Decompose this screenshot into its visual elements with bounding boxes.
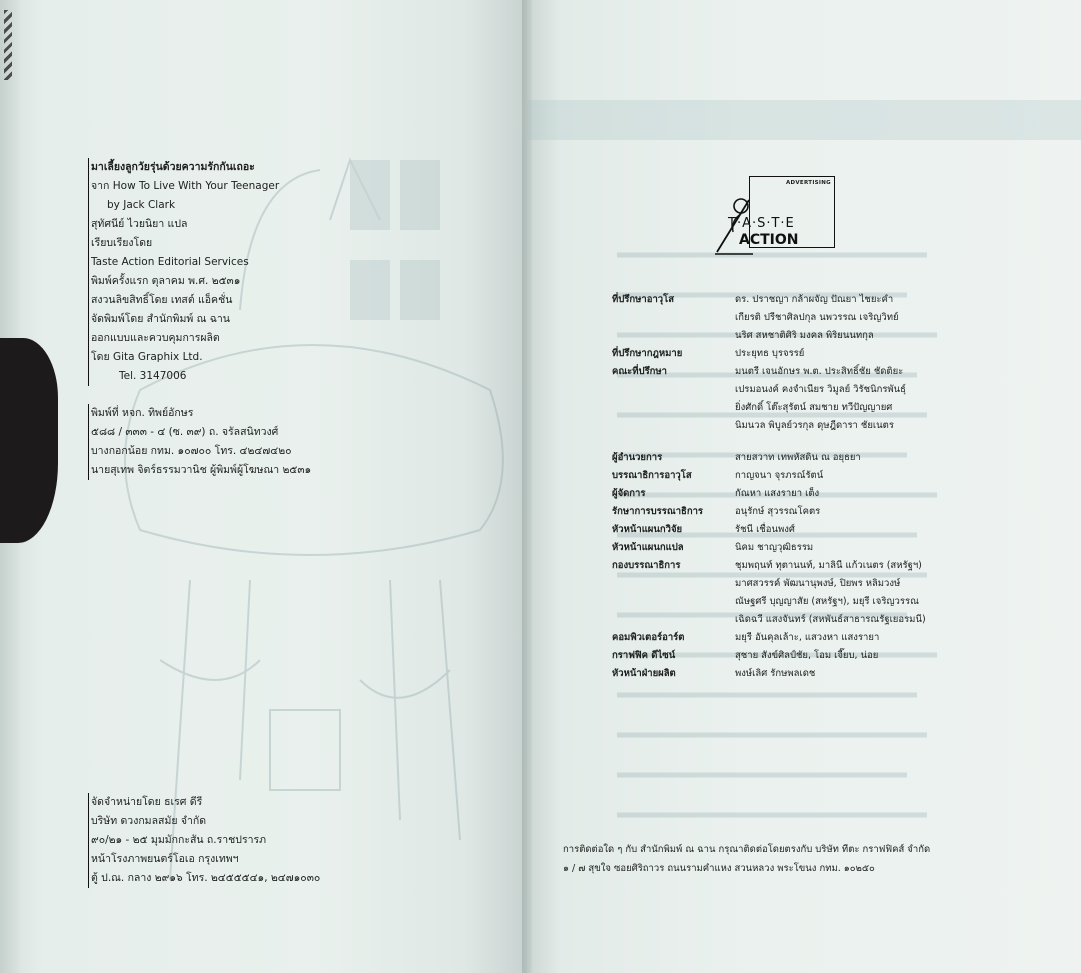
contact-line-2: ๑ / ๗ สุขใจ ซอยศิริถาวร ถนนรามคำแหง สวนหลวง พระโขนง กทม. ๑๐๒๕๐ (563, 863, 875, 874)
credit-row (612, 291, 926, 345)
credit-name-line: เปรมอนงค์ คงจำเนียร วิมูลย์ วิรัชนิกรพันธุ์ (735, 384, 906, 395)
printer-publisher: นายสุเทพ จิตร์ธรรมวานิช ผู้พิมพ์ผู้โฆษณา ๒๕๓๑ (91, 464, 312, 476)
credit-role: กราฟฟิค ดีไซน์ (612, 650, 676, 661)
printer-city-phone: บางกอกน้อย กทม. ๑๐๗๐๐ โทร. ๔๒๔๗๔๒๐ (91, 445, 292, 457)
credit-names (735, 363, 906, 435)
credit-name-line: นิคม ชาญวุฒิธรรม (735, 542, 814, 553)
credit-name-line: นริศ สหชาติศิริ มงคล พิริยนนทกุล (735, 330, 874, 341)
credit-role: ที่ปรึกษากฎหมาย (612, 348, 683, 359)
credit-row (612, 629, 926, 647)
contact-footer (563, 840, 930, 878)
credit-name-line: นิมนวล พิบูลย์วรกุล ดุษฎีดารา ชัยเนตร (735, 420, 894, 431)
design-company: โดย Gita Graphix Ltd. (91, 351, 203, 363)
credit-name-line: ชุมพฤนท์ ทุตานนท์, มาลินี แก้วเนตร (สหรัฐฯ) (735, 560, 922, 571)
staff-credits (612, 291, 926, 683)
credit-row (612, 345, 926, 363)
credit-names (735, 467, 823, 485)
credit-name-line: มยุรี อันคุลเล้าะ, แสวงหา แสงรายา (735, 632, 880, 643)
printer-name: พิมพ์ที่ หจก. ทิพย์อักษร (91, 407, 194, 419)
logo-line2: ACTION (739, 232, 799, 248)
original-author: by Jack Clark (107, 199, 176, 211)
credit-role: ที่ปรึกษาอาวุโส (612, 294, 675, 305)
credit-role: ผู้อำนวยการ (612, 452, 663, 463)
original-title: จาก How To Live With Your Teenager (91, 180, 280, 192)
credit-names (735, 665, 815, 683)
credit-role: รักษาการบรรณาธิการ (612, 506, 704, 517)
credit-row (612, 503, 926, 521)
credit-name-line: กาญจนา จุรภรณ์รัตน์ (735, 470, 824, 481)
design-label: ออกแบบและควบคุมการผลิต (91, 332, 220, 344)
credit-names (735, 503, 820, 521)
printer-address: ๕๘๘ / ๓๓๓ - ๔ (ซ. ๓๙) ถ. จรัลสนิทวงศ์ (91, 426, 279, 438)
credit-role: ผู้จัดการ (612, 488, 646, 499)
credit-name-line: มนตรี เจนอักษร พ.ต. ประสิทธิ์ชัย ชัดติยะ (735, 366, 904, 377)
distributor-label: จัดจำหน่ายโดย ธเรศ ดีรี (91, 796, 203, 808)
thumb-holding-page (0, 338, 58, 543)
credit-role: หัวหน้าแผนกแปล (612, 542, 684, 553)
credit-name-line: เกียรติ ปรีชาศิลปกุล นพวรรณ เจริญวิทย์ (735, 312, 899, 323)
logo-advertising-text: ADVERTISING (785, 180, 831, 186)
credit-role: บรรณาธิการอาวุโส (612, 470, 692, 481)
credit-row (612, 363, 926, 435)
credit-names (735, 485, 819, 503)
binding-stitch (4, 10, 12, 80)
credit-name-line: สุชาย สังข์ศิลป์ชัย, โอม เจี๊ยบ, น่อย (735, 650, 879, 661)
credit-name-line: พงษ์เลิศ รักษพลเดช (735, 668, 816, 679)
credit-names (735, 629, 879, 647)
credit-row (612, 521, 926, 539)
credit-name-line: ณัษฐศรี บุญญาสัย (สหรัฐฯ), มยุรี เจริญวรรณ (735, 596, 919, 607)
design-phone: Tel. 3147006 (119, 370, 187, 382)
taste-action-logo (713, 172, 843, 258)
book-info-block (88, 158, 279, 386)
distributor-location: หน้าโรงภาพยนตร์โอเอ กรุงเทพฯ (91, 853, 239, 865)
distributor-info-block (88, 793, 320, 888)
credit-names (735, 449, 861, 467)
credit-name-line: กัณหา แสงรายา เต็ง (735, 488, 820, 499)
credit-names (735, 521, 795, 539)
credit-name-line: ดร. ปราชญา กล้าผจัญ ปัณยา ไชยะคำ (735, 294, 894, 305)
credit-role: คอมพิวเตอร์อาร์ต (612, 632, 685, 643)
edited-by-label: เรียบเรียงโดย (91, 237, 153, 249)
book-title: มาเลี้ยงลูกวัยรุ่นด้วยความรักกันเถอะ (91, 161, 255, 173)
distributor-phone: ตู้ ป.ณ. กลาง ๒๙๑๖ โทร. ๒๔๕๕๕๔๑, ๒๔๗๑๐๓๐ (91, 872, 321, 884)
credit-name-line: สายสวาท เทพหัสดิน ณ อยุธยา (735, 452, 861, 463)
credits-gap (612, 435, 926, 449)
credit-row (612, 557, 926, 629)
publisher: จัดพิมพ์โดย สำนักพิมพ์ ณ ฉาน (91, 313, 230, 325)
credit-row (612, 467, 926, 485)
first-printing: พิมพ์ครั้งแรก ตุลาคม พ.ศ. ๒๕๓๑ (91, 275, 241, 287)
copyright: สงวนลิขสิทธิ์โดย เทสต์ แอ็คชั่น (91, 294, 233, 306)
credit-role: หัวหน้าฝ่ายผลิต (612, 668, 676, 679)
credit-row (612, 647, 926, 665)
logo-line1: T·A·S·T·E (728, 216, 795, 231)
credit-names (735, 539, 813, 557)
credit-role: คณะที่ปรึกษา (612, 366, 668, 377)
credit-name-line: ประยุทธ บุรจรรย์ (735, 348, 805, 359)
credit-row (612, 665, 926, 683)
credit-name-line: อนุรักษ์ สุวรรณโคตร (735, 506, 821, 517)
credit-name-line: รัชนี เชื่อนพงศ์ (735, 524, 795, 535)
credit-name-line: เฉิดฉวี แสงจันทร์ (สหพันธ์สาธารณรัฐเยอรมนี) (735, 614, 926, 625)
credit-row (612, 449, 926, 467)
credit-row (612, 485, 926, 503)
credit-row (612, 539, 926, 557)
credit-role: หัวหน้าแผนกวิจัย (612, 524, 683, 535)
credit-names (735, 557, 926, 629)
distributor-address: ๙๐/๒๑ - ๒๕ มุมมักกะสัน ถ.ราชปรารภ (91, 834, 267, 846)
translator: สุทัศนีย์ ไวยนิยา แปล (91, 218, 188, 230)
contact-line-1: การติดต่อใด ๆ กับ สำนักพิมพ์ ณ ฉาน กรุณาติดต่อโดยตรงกับ บริษัท ทีตะ กราฟฟิคส์ จำกัด (563, 844, 931, 855)
distributor-company: บริษัท ดวงกมลสมัย จำกัด (91, 815, 207, 827)
printer-info-block (88, 404, 311, 480)
credit-role: กองบรรณาธิการ (612, 560, 681, 571)
editorial-services: Taste Action Editorial Services (91, 256, 249, 268)
credit-name-line: ยิ่งศักดิ์ โต๊ะสุรัตน์ สมชาย ทวีปัญญายศ (735, 402, 893, 413)
credit-name-line: มาศสวรรค์ พัฒนานุพงษ์, ปิยพร หลิมวงษ์ (735, 578, 901, 589)
credit-names (735, 345, 804, 363)
credit-names (735, 291, 899, 345)
credit-names (735, 647, 878, 665)
